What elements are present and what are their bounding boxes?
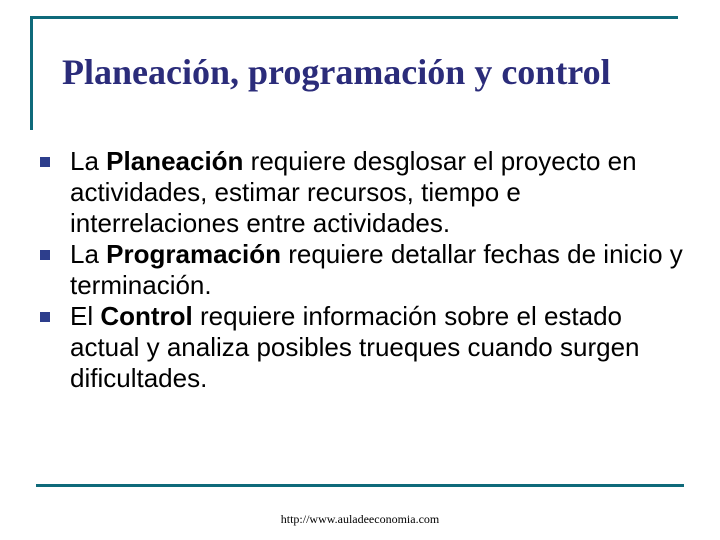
slide-title: Planeación, programación y control xyxy=(62,52,611,92)
bullet-text: La Programación requiere detallar fechas de inicio y terminación. xyxy=(70,239,683,300)
bullet-item-planeacion xyxy=(40,146,690,239)
bullet-list xyxy=(40,146,690,394)
footer-url: http://www.auladeeconomia.com xyxy=(280,512,440,526)
square-bullet-icon xyxy=(40,157,50,167)
frame-bottom-line xyxy=(36,484,684,487)
frame-top-line xyxy=(30,16,678,19)
square-bullet-icon xyxy=(40,250,50,260)
bullet-text: La Planeación requiere desglosar el proyecto en actividades, estimar recursos, tiempo e interrelaciones entre actividades. xyxy=(70,146,637,238)
bullet-text: El Control requiere información sobre el estado actual y analiza posibles trueques cuando surgen dificultades. xyxy=(70,301,640,393)
frame-left-line xyxy=(30,16,33,130)
bullet-keyword: Control xyxy=(100,301,193,331)
square-bullet-icon xyxy=(40,312,50,322)
bullet-item-control xyxy=(40,301,690,394)
bullet-keyword: Planeación xyxy=(106,146,244,176)
bullet-item-programacion xyxy=(40,239,690,301)
bullet-keyword: Programación xyxy=(106,239,281,269)
